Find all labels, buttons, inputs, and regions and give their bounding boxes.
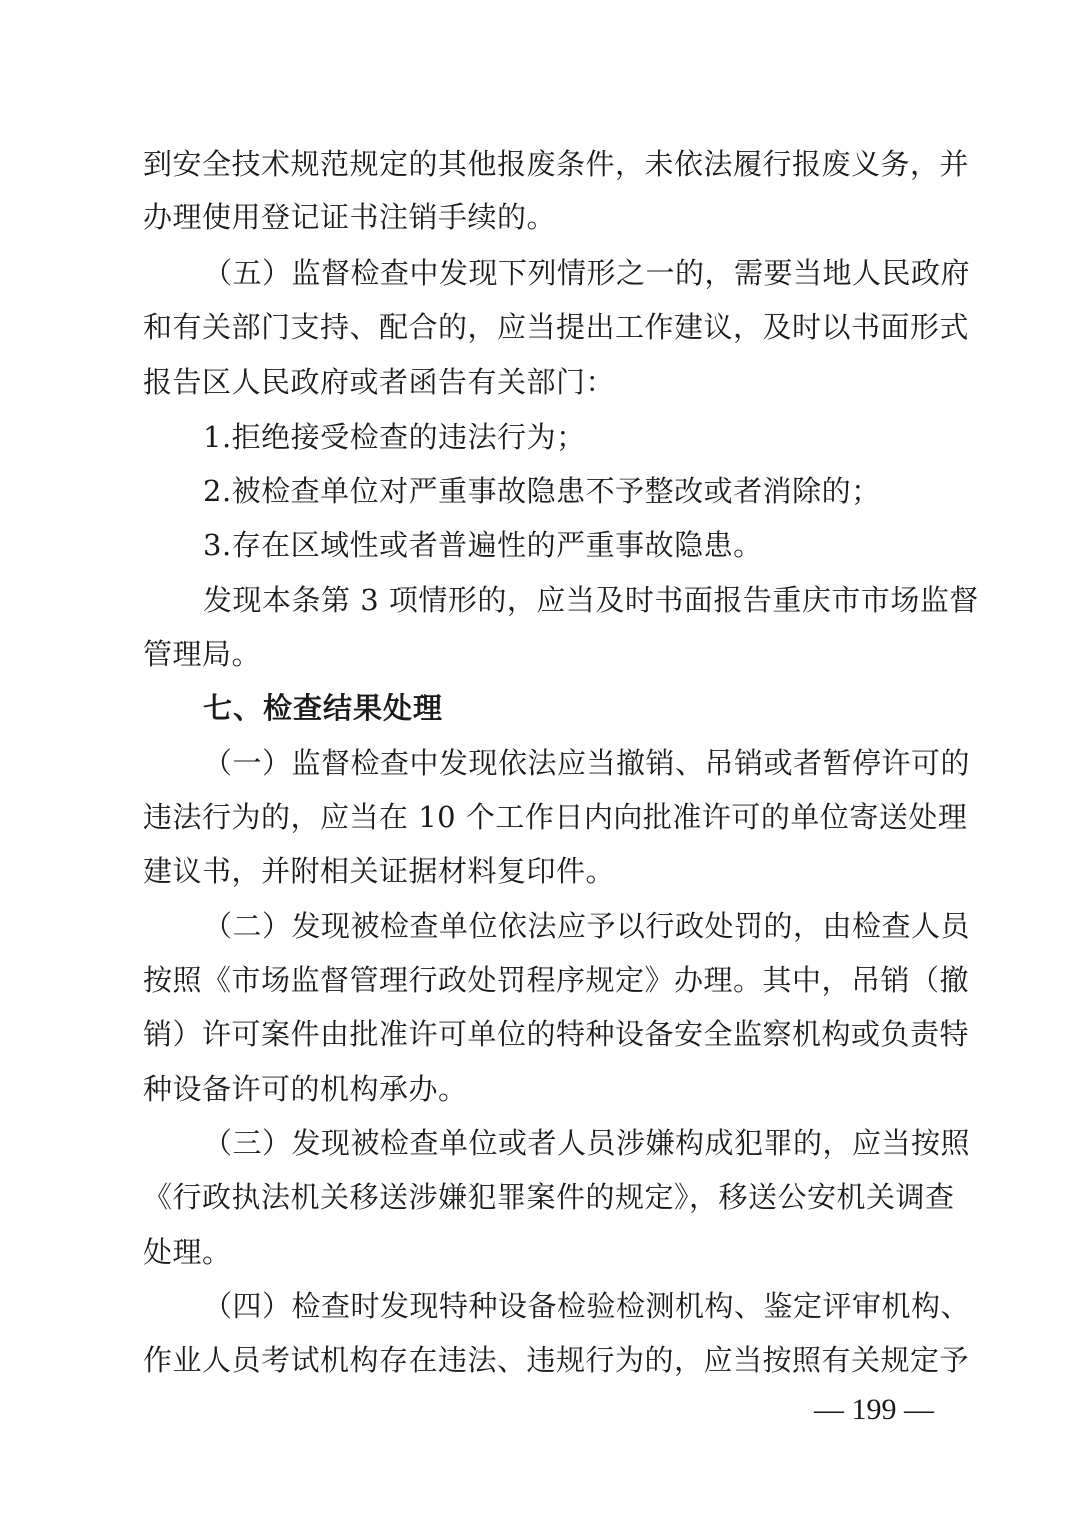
paragraph-line: （五）监督检查中发现下列情形之一的，需要当地人民政府 bbox=[203, 256, 971, 290]
body-line: 和有关部门支持、配合的，应当提出工作建议，及时以书面形式 bbox=[143, 310, 970, 344]
page-number: — 199 — bbox=[814, 1393, 934, 1426]
section-heading: 七、检查结果处理 bbox=[203, 691, 444, 725]
body-line: 管理局。 bbox=[143, 637, 262, 671]
body-line: 《行政执法机关移送涉嫌犯罪案件的规定》，移送公安机关调查 bbox=[143, 1180, 955, 1214]
paragraph-line: （一）监督检查中发现依法应当撤销、吊销或者暂停许可的 bbox=[203, 746, 971, 780]
paragraph-line: （二）发现被检查单位依法应予以行政处罚的，由检查人员 bbox=[203, 909, 971, 943]
body-line: 到安全技术规范规定的其他报废条件，未依法履行报废义务，并 bbox=[143, 147, 970, 181]
paragraph-line: （三）发现被检查单位或者人员涉嫌构成犯罪的，应当按照 bbox=[203, 1126, 971, 1160]
body-line: 处理。 bbox=[143, 1235, 232, 1269]
list-item: 2.被检查单位对严重事故隐患不予整改或者消除的； bbox=[203, 474, 881, 508]
paragraph-line: 发现本条第 3 项情形的，应当及时书面报告重庆市市场监督 bbox=[203, 583, 979, 617]
paragraph-line: （四）检查时发现特种设备检验检测机构、鉴定评审机构、 bbox=[203, 1289, 971, 1323]
body-line: 按照《市场监督管理行政处罚程序规定》办理。其中，吊销（撤 bbox=[143, 963, 970, 997]
body-line: 报告区人民政府或者函告有关部门： bbox=[143, 365, 616, 399]
list-item: 1.拒绝接受检查的违法行为； bbox=[203, 420, 586, 454]
body-line: 种设备许可的机构承办。 bbox=[143, 1072, 468, 1106]
body-line: 作业人员考试机构存在违法、违规行为的，应当按照有关规定予 bbox=[143, 1343, 970, 1377]
body-line: 建议书，并附相关证据材料复印件。 bbox=[143, 854, 616, 888]
list-item: 3.存在区域性或者普遍性的严重事故隐患。 bbox=[203, 528, 763, 562]
body-line: 销）许可案件由批准许可单位的特种设备安全监察机构或负责特 bbox=[143, 1017, 970, 1051]
body-line: 违法行为的，应当在 10 个工作日内向批准许可的单位寄送处理 bbox=[143, 800, 968, 834]
body-line: 办理使用登记证书注销手续的。 bbox=[143, 200, 557, 234]
